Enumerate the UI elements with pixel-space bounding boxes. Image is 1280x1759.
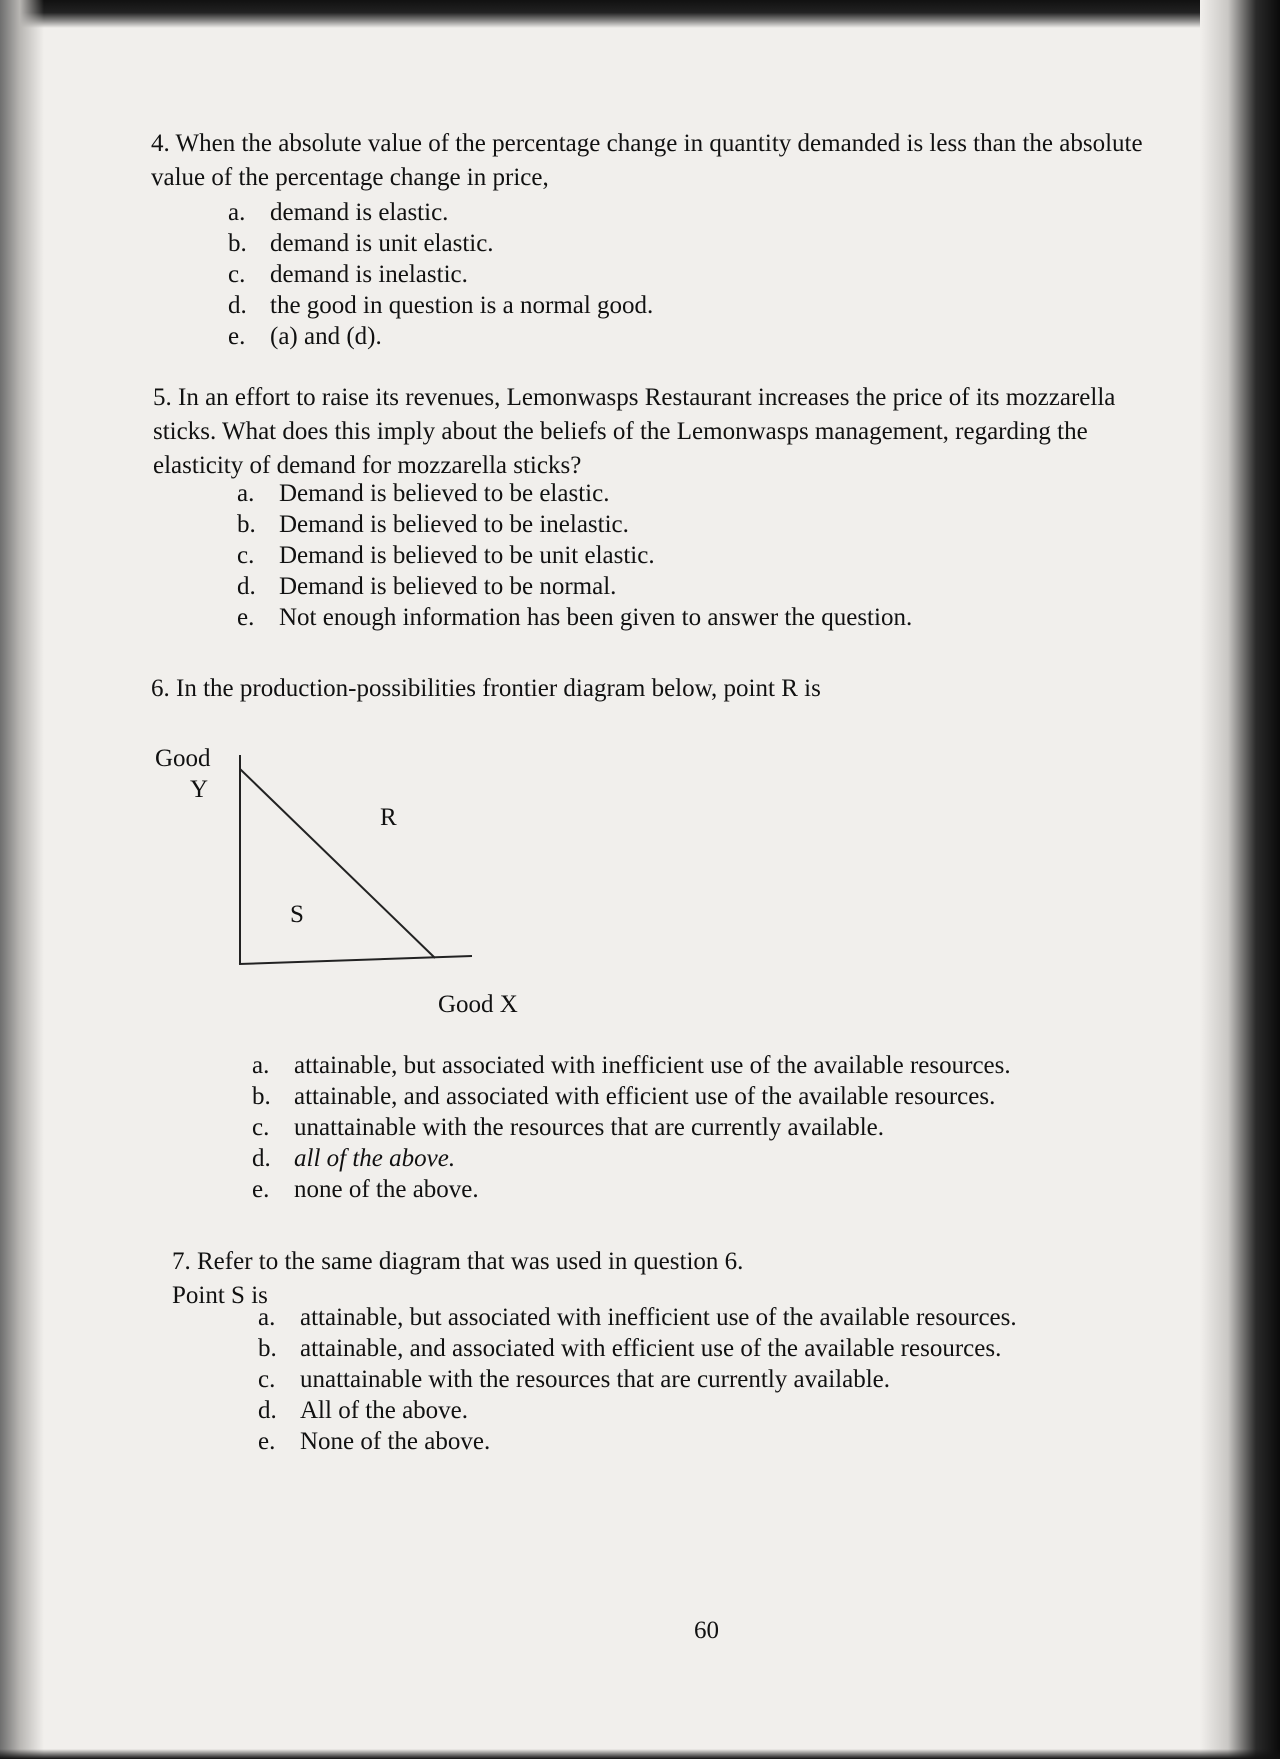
question-6-options — [252, 1050, 1011, 1205]
option: a. Demand is believed to be elastic. — [237, 480, 610, 507]
question-4-stem: 4. When the absolute value of the percentage change in quantity demanded is less than the absolute value of the percentage change in price, — [151, 130, 1143, 191]
option: c. demand is inelastic. — [228, 261, 468, 288]
x-axis — [239, 956, 472, 964]
option: e. (a) and (d). — [228, 323, 382, 350]
y-axis-label-y: Y — [190, 776, 209, 803]
option: d. the good in question is a normal good. — [228, 292, 654, 319]
scan-shadow-top — [0, 0, 1280, 28]
option: b. demand is unit elastic. — [228, 230, 494, 257]
option: c. Demand is believed to be unit elastic. — [237, 542, 655, 569]
option: a. attainable, but associated with inefficient use of the available resources. — [252, 1052, 1011, 1079]
ppf-curve — [240, 769, 435, 958]
option: b. Demand is believed to be inelastic. — [237, 511, 629, 538]
question-6-stem: 6. In the production-possibilities frontier diagram below, point R is — [151, 675, 821, 702]
question-5-options — [237, 478, 912, 633]
y-axis-label-good: Good — [155, 745, 211, 772]
point-r-label: R — [380, 804, 397, 831]
option: a. attainable, but associated with inefficient use of the available resources. — [258, 1304, 1017, 1331]
ppf-diagram — [150, 735, 550, 1025]
scan-shadow-left — [0, 0, 44, 1759]
question-4-options — [228, 197, 653, 352]
option: a. demand is elastic. — [228, 199, 449, 226]
option: c. unattainable with the resources that are currently available. — [252, 1114, 885, 1141]
point-s-label: S — [290, 901, 304, 928]
scan-shadow-bottom — [0, 1749, 1280, 1759]
option: d. All of the above. — [258, 1397, 469, 1424]
question-7-options — [258, 1302, 1017, 1457]
option: e. none of the above. — [252, 1176, 479, 1203]
option: b. attainable, and associated with efficient use of the available resources. — [258, 1335, 1002, 1362]
option: b. attainable, and associated with efficient use of the available resources. — [252, 1083, 996, 1110]
option: e. None of the above. — [258, 1428, 491, 1455]
scan-shadow-right — [1200, 0, 1280, 1759]
page-number: 60 — [694, 1617, 719, 1644]
option: c. unattainable with the resources that are currently available. — [258, 1366, 891, 1393]
option: e. Not enough information has been given to answer the question. — [237, 604, 913, 631]
option: d. Demand is believed to be normal. — [237, 573, 617, 600]
option: d. all of the above. — [252, 1145, 456, 1172]
question-7-stem: 7. Refer to the same diagram that was used in question 6. Point S is — [172, 1248, 744, 1309]
question-5-stem: 5. In an effort to raise its revenues, Lemonwasps Restaurant increases the price of its mozzarella sticks. What does this imply about the beliefs of the Lemonwasps management, regarding the elasticity of demand for mozzarella sticks? — [153, 384, 1116, 479]
x-axis-label: Good X — [438, 991, 518, 1018]
